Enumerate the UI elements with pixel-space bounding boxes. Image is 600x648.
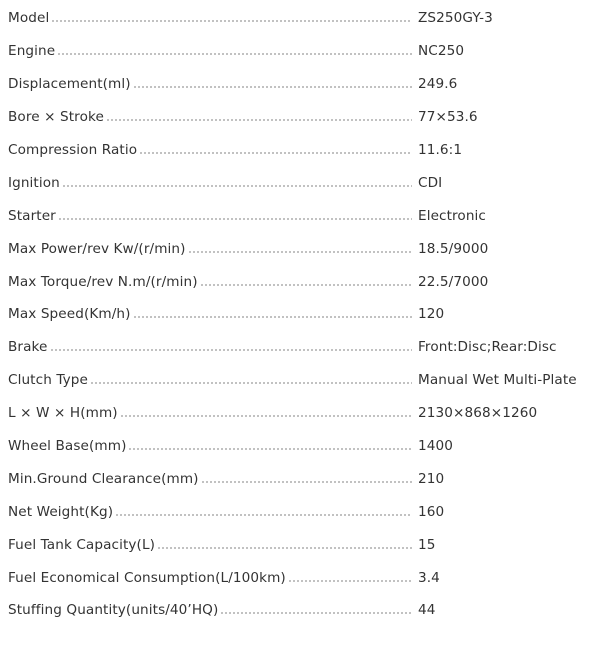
spec-value: 77×53.6: [418, 109, 478, 126]
spec-label-cell: [8, 43, 412, 59]
spec-label: Compression Ratio: [8, 142, 138, 158]
spec-label-cell: [8, 274, 412, 290]
spec-value: 15: [418, 536, 436, 553]
spec-row-bore-stroke: [0, 101, 600, 134]
spec-label: Wheel Base(mm): [8, 438, 127, 455]
dotted-leader: [200, 284, 412, 286]
spec-row-max-torque: [0, 265, 600, 298]
spec-value: 44: [418, 602, 436, 619]
spec-label-cell: [8, 405, 412, 421]
spec-value: ZS250GY-3: [418, 10, 493, 27]
spec-label-cell: [8, 504, 412, 520]
spec-row-fuel-consumption: [0, 561, 600, 594]
spec-label: Stuffing Quantity(units/40’HQ): [8, 602, 219, 619]
dotted-leader: [220, 612, 412, 614]
spec-label: Max Speed(Km/h): [8, 306, 131, 323]
spec-row-clutch-type: [0, 364, 600, 397]
spec-value: 3.4: [418, 569, 440, 586]
spec-row-dimensions: [0, 397, 600, 430]
spec-value: Electronic: [418, 207, 487, 224]
spec-value: CDI: [418, 174, 443, 191]
dotted-leader: [57, 53, 412, 55]
spec-label-cell: [8, 142, 412, 158]
spec-label: Displacement(ml): [8, 76, 131, 93]
spec-label-cell: [8, 10, 412, 26]
spec-row-wheel-base: [0, 430, 600, 463]
dotted-leader: [133, 316, 413, 318]
spec-value: 210: [418, 470, 445, 487]
dotted-leader: [201, 481, 412, 483]
spec-row-displacement: [0, 68, 600, 101]
spec-label-cell: [8, 175, 412, 191]
spec-label-cell: [8, 306, 412, 322]
spec-label-cell: [8, 372, 412, 388]
spec-label: Max Power/rev Kw/(r/min): [8, 240, 186, 257]
spec-label: Ignition: [8, 174, 60, 191]
dotted-leader: [157, 547, 412, 549]
spec-value: 1400: [418, 438, 453, 455]
spec-list: [0, 2, 600, 627]
spec-label: Starter: [8, 207, 56, 224]
dotted-leader: [58, 218, 412, 220]
spec-label: Max Torque/rev N.m/(r/min): [8, 273, 198, 290]
spec-row-model: [0, 2, 600, 35]
spec-label: Fuel Tank Capacity(L): [8, 536, 156, 553]
spec-label: Engine: [8, 43, 56, 60]
spec-value: NC250: [418, 43, 465, 60]
spec-row-net-weight: [0, 495, 600, 528]
spec-row-ignition: [0, 166, 600, 199]
spec-value: 249.6: [418, 76, 458, 93]
spec-row-max-power: [0, 232, 600, 265]
spec-value: 2130×868×1260: [418, 405, 538, 422]
spec-value: 11.6:1: [418, 142, 463, 158]
spec-row-ground-clearance: [0, 462, 600, 495]
spec-label-cell: [8, 241, 412, 257]
spec-label-cell: [8, 339, 412, 355]
spec-row-engine: [0, 35, 600, 68]
dotted-leader: [288, 580, 412, 582]
spec-row-max-speed: [0, 298, 600, 331]
dotted-leader: [106, 119, 412, 121]
dotted-leader: [188, 251, 412, 253]
dotted-leader: [139, 152, 412, 154]
spec-label: Brake: [8, 339, 48, 356]
dotted-leader: [133, 86, 412, 88]
dotted-leader: [115, 514, 412, 516]
spec-label-cell: [8, 76, 412, 92]
spec-label-cell: [8, 471, 412, 487]
dotted-leader: [50, 349, 413, 351]
spec-value: 18.5/9000: [418, 240, 489, 257]
dotted-leader: [90, 382, 412, 384]
spec-label-cell: [8, 208, 412, 224]
dotted-leader: [120, 415, 412, 417]
spec-value: Front:Disc;Rear:Disc: [418, 339, 557, 356]
spec-row-brake: [0, 331, 600, 364]
spec-value: 22.5/7000: [418, 273, 489, 290]
spec-label: L × W × H(mm): [8, 405, 118, 422]
spec-label: Fuel Economical Consumption(L/100km): [8, 569, 286, 586]
spec-label-cell: [8, 570, 412, 586]
spec-label: Min.Ground Clearance(mm): [8, 470, 199, 487]
spec-label: Net Weight(Kg): [8, 503, 114, 520]
spec-row-stuffing-quantity: [0, 594, 600, 627]
spec-row-fuel-tank-capacity: [0, 528, 600, 561]
spec-label-cell: [8, 109, 412, 125]
spec-label-cell: [8, 602, 412, 618]
spec-row-compression-ratio: [0, 134, 600, 167]
dotted-leader: [62, 185, 412, 187]
dotted-leader: [128, 448, 412, 450]
spec-value: 120: [418, 306, 445, 323]
dotted-leader: [51, 20, 412, 22]
spec-row-starter: [0, 199, 600, 232]
spec-label-cell: [8, 537, 412, 553]
spec-value: Manual Wet Multi-Plate: [418, 372, 577, 389]
spec-value: 160: [418, 503, 445, 520]
spec-label-cell: [8, 438, 412, 454]
spec-label: Model: [8, 10, 50, 27]
spec-label: Bore × Stroke: [8, 109, 104, 126]
spec-label: Clutch Type: [8, 372, 88, 389]
